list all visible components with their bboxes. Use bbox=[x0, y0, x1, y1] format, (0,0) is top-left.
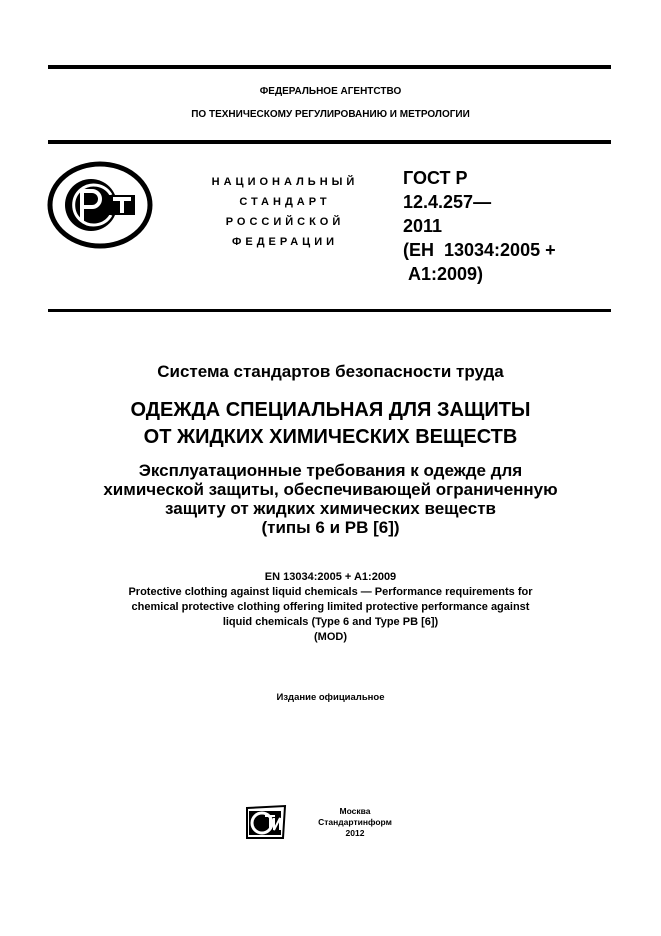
series-title: Система стандартов безопасности труда bbox=[157, 362, 504, 381]
designation-line: А1:2009) bbox=[408, 264, 484, 284]
english-line: EN 13034:2005 + A1:2009 bbox=[264, 571, 397, 583]
publisher-info bbox=[300, 806, 410, 839]
english-line: chemical protective clothing offering limited protective performance against bbox=[131, 601, 530, 613]
publisher-year: 2012 bbox=[345, 828, 365, 838]
publisher-name: Стандартинформ bbox=[318, 817, 392, 827]
subtitle-line: Эксплуатационные требования к одежде для bbox=[138, 461, 523, 480]
subtitle-line: химической защиты, обеспечивающей ограниченную bbox=[103, 480, 558, 499]
nat-line: НАЦИОНАЛЬНЫЙ bbox=[211, 176, 359, 188]
standard-designation bbox=[403, 166, 556, 286]
agency-line-2: ПО ТЕХНИЧЕСКОМУ РЕГУЛИРОВАНИЮ И МЕТРОЛОГИИ bbox=[191, 109, 470, 120]
header-rule bbox=[48, 140, 611, 144]
subtitle-line: защиту от жидких химических веществ bbox=[165, 499, 496, 518]
nat-line: ФЕДЕРАЦИИ bbox=[231, 236, 339, 248]
subtitle-line: (типы 6 и РВ [6]) bbox=[261, 518, 400, 537]
english-line: (MOD) bbox=[314, 631, 347, 643]
title-line: ОДЕЖДА СПЕЦИАЛЬНАЯ ДЛЯ ЗАЩИТЫ bbox=[130, 399, 531, 421]
english-line: Protective clothing against liquid chemicals — Performance requirements for bbox=[128, 586, 533, 598]
top-rule bbox=[48, 65, 611, 69]
document-subtitle bbox=[0, 461, 661, 537]
gost-logo-icon bbox=[47, 161, 153, 249]
publisher-city: Москва bbox=[339, 806, 371, 816]
english-title bbox=[0, 570, 661, 645]
designation-line: ГОСТ Р bbox=[403, 168, 468, 188]
designation-line: 12.4.257— bbox=[403, 192, 492, 212]
designation-line: (ЕН 13034:2005 + bbox=[403, 240, 556, 260]
english-line: liquid chemicals (Type 6 and Type PB [6]) bbox=[222, 616, 439, 628]
nat-line: РОССИЙСКОЙ bbox=[225, 216, 345, 228]
national-standard-label bbox=[190, 172, 380, 252]
nat-line: СТАНДАРТ bbox=[239, 196, 331, 208]
designation-line: 2011 bbox=[403, 216, 443, 236]
document-title bbox=[0, 397, 661, 451]
section-rule bbox=[48, 309, 611, 312]
agency-line-1: ФЕДЕРАЛЬНОЕ АГЕНТСТВО bbox=[259, 86, 402, 97]
title-line: ОТ ЖИДКИХ ХИМИЧЕСКИХ ВЕЩЕСТВ bbox=[143, 426, 518, 448]
standartinform-logo-icon bbox=[245, 804, 287, 840]
edition-label: Издание официальное bbox=[276, 692, 385, 703]
